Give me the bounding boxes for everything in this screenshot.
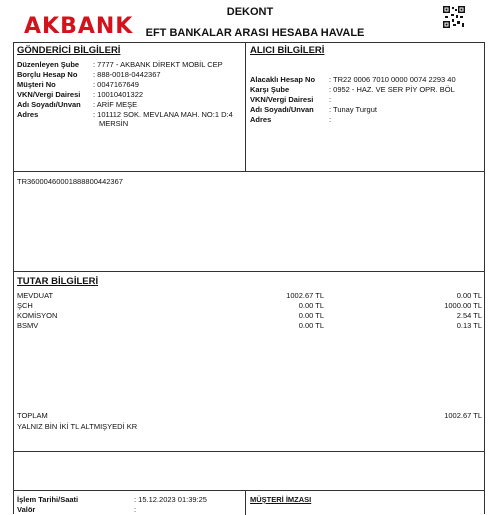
sender-value: : 7777 - AKBANK DİREKT MOBİL CEP — [93, 60, 223, 69]
receiver-value: : — [329, 115, 332, 124]
divider — [14, 171, 484, 172]
sender-label: Düzenleyen Şube — [17, 60, 80, 69]
total-in-words: YALNIZ BİN İKİ TL ALTMIŞYEDİ KR — [17, 422, 138, 431]
amount-value: 0.00 TL — [298, 311, 324, 320]
receipt-frame — [13, 42, 485, 514]
receiver-value: : 0952 - HAZ. VE SER PİY OPR. BÖL — [329, 85, 455, 94]
document-subtitle: EFT BANKALAR ARASI HESABA HAVALE — [145, 27, 365, 39]
bank-logo: AKBANK — [24, 14, 134, 39]
amount-value: 0.00 TL — [298, 321, 324, 330]
valor-value: : — [134, 505, 137, 514]
sender-value: : ARİF MEŞE — [93, 100, 138, 109]
receiver-label: Adres — [250, 115, 272, 124]
sender-label: Adres — [17, 110, 39, 119]
amount-value: 1002.67 TL — [286, 291, 324, 300]
amount-label: BSMV — [17, 321, 39, 330]
customer-signature-label: MÜŞTERİ İMZASI — [250, 495, 312, 504]
sender-label: Müşteri No — [17, 80, 56, 89]
sender-value: : 10010401322 — [93, 90, 144, 99]
divider — [14, 451, 484, 452]
receiver-value: : Tunay Turgut — [329, 105, 377, 114]
sender-label: VKN/Vergi Dairesi — [17, 90, 81, 99]
amount-label: KOMİSYON — [17, 311, 58, 320]
total-value: 1002.67 TL — [444, 411, 482, 420]
sender-section-title: GÖNDERİCİ BİLGİLERİ — [17, 45, 121, 56]
divider — [14, 271, 484, 272]
balance-value: 0.13 TL — [456, 321, 482, 330]
receiver-label: Karşı Şube — [250, 85, 290, 94]
column-divider — [245, 43, 246, 171]
sender-address-line2: MERSİN — [99, 119, 129, 128]
receiver-section-title: ALICI BİLGİLERİ — [250, 45, 325, 56]
receiver-value: : TR22 0006 7010 0000 0074 2293 40 — [329, 75, 456, 84]
receiver-label: Alacaklı Hesap No — [250, 75, 316, 84]
column-divider — [245, 490, 246, 515]
qr-code-icon — [443, 6, 465, 28]
transaction-datetime-value: : 15.12.2023 01:39:25 — [134, 495, 207, 504]
valor-label: Valör — [17, 505, 36, 514]
amount-label: MEVDUAT — [17, 291, 54, 300]
balance-value: 0.00 TL — [456, 291, 482, 300]
document-title: DEKONT — [226, 6, 274, 18]
amount-label: ŞCH — [17, 301, 33, 310]
total-label: TOPLAM — [17, 411, 48, 420]
sender-value: : 888-0018-0442367 — [93, 70, 161, 79]
transaction-description: TR36000460001888800442367 — [17, 177, 123, 186]
divider — [14, 490, 484, 491]
sender-label: Borçlu Hesap No — [17, 70, 78, 79]
balance-value: 2.54 TL — [456, 311, 482, 320]
amount-value: 0.00 TL — [298, 301, 324, 310]
sender-value: : 101112 SOK. MEVLANA MAH. NO:1 D:4 — [93, 110, 233, 119]
sender-label: Adı Soyadı/Unvan — [17, 100, 81, 109]
amounts-section-title: TUTAR BİLGİLERİ — [17, 276, 99, 287]
transaction-datetime-label: İşlem Tarihi/Saati — [17, 495, 79, 504]
balance-value: 1000.00 TL — [444, 301, 482, 310]
sender-value: : 0047167649 — [93, 80, 139, 89]
receiver-label: Adı Soyadı/Unvan — [250, 105, 314, 114]
receiver-value: : — [329, 95, 332, 104]
receiver-label: VKN/Vergi Dairesi — [250, 95, 314, 104]
